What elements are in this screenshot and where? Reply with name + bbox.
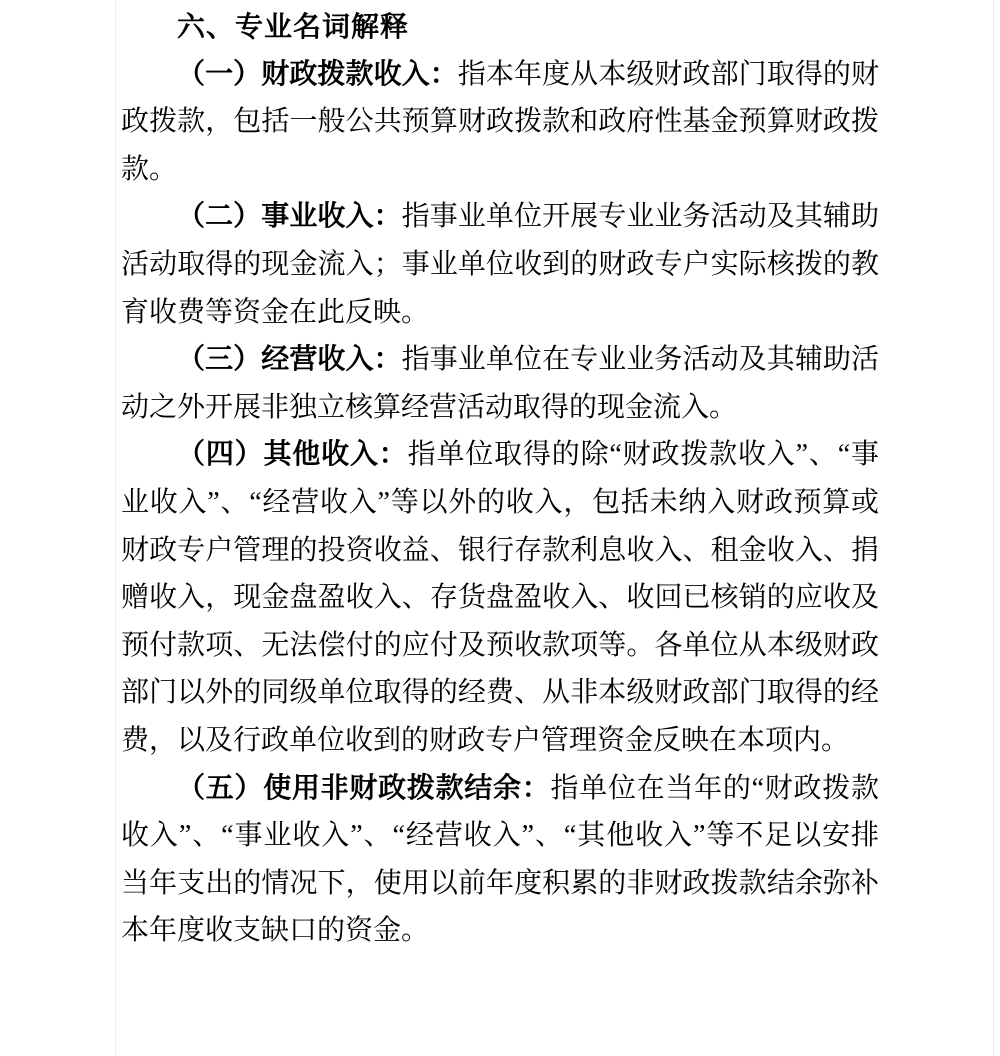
term-definition: 指事业单位开展专业业务活动及其辅助活动取得的现金流入；事业单位收到的财政专户实际核拨的教育收费等资金在此反映。 <box>121 201 879 328</box>
term-paragraph-operating-income-public <box>121 193 879 336</box>
page-edge-line-right <box>993 0 994 1056</box>
document-content <box>121 3 879 955</box>
term-definition: 指本年度从本级财政部门取得的财政拨款，包括一般公共预算财政拨款和政府性基金预算财政拨款。 <box>121 58 879 185</box>
term-paragraph-business-income <box>121 336 879 431</box>
term-label: （一）财政拨款收入： <box>177 58 458 90</box>
section-heading: 六、专业名词解释 <box>177 11 410 42</box>
term-label: （五）使用非财政拨款结余： <box>177 772 551 804</box>
page-edge-line-left <box>115 0 116 1056</box>
term-paragraph-non-fiscal-surplus-use <box>121 765 879 955</box>
term-label: （二）事业收入： <box>177 201 402 233</box>
term-label: （三）经营收入： <box>177 344 402 376</box>
term-paragraph-other-income <box>121 431 879 764</box>
term-paragraph-fiscal-appropriation-income <box>121 51 879 194</box>
term-definition: 指单位在当年的“财政拨款收入”、“事业收入”、“经营收入”、“其他收入”等不足以安排当年支出的情况下，使用以前年度积累的非财政拨款结余弥补本年度收支缺口的资金。 <box>121 772 879 947</box>
term-label: （四）其他收入： <box>177 439 408 471</box>
term-definition: 指单位取得的除“财政拨款收入”、“事业收入”、“经营收入”等以外的收入，包括未纳入财政预算或财政专户管理的投资收益、银行存款利息收入、租金收入、捐赠收入，现金盘盈收入、存货盘盈收入、收回已核销的应收及预付款项、无法偿付的应付及预收款项等。各单位从本级财政部门以外的同级单位取得的经费、从非本级财政部门取得的经费，以及行政单位收到的财政专户管理资金反映在本项内。 <box>121 439 879 756</box>
term-definition: 指事业单位在专业业务活动及其辅助活动之外开展非独立核算经营活动取得的现金流入。 <box>121 344 879 423</box>
